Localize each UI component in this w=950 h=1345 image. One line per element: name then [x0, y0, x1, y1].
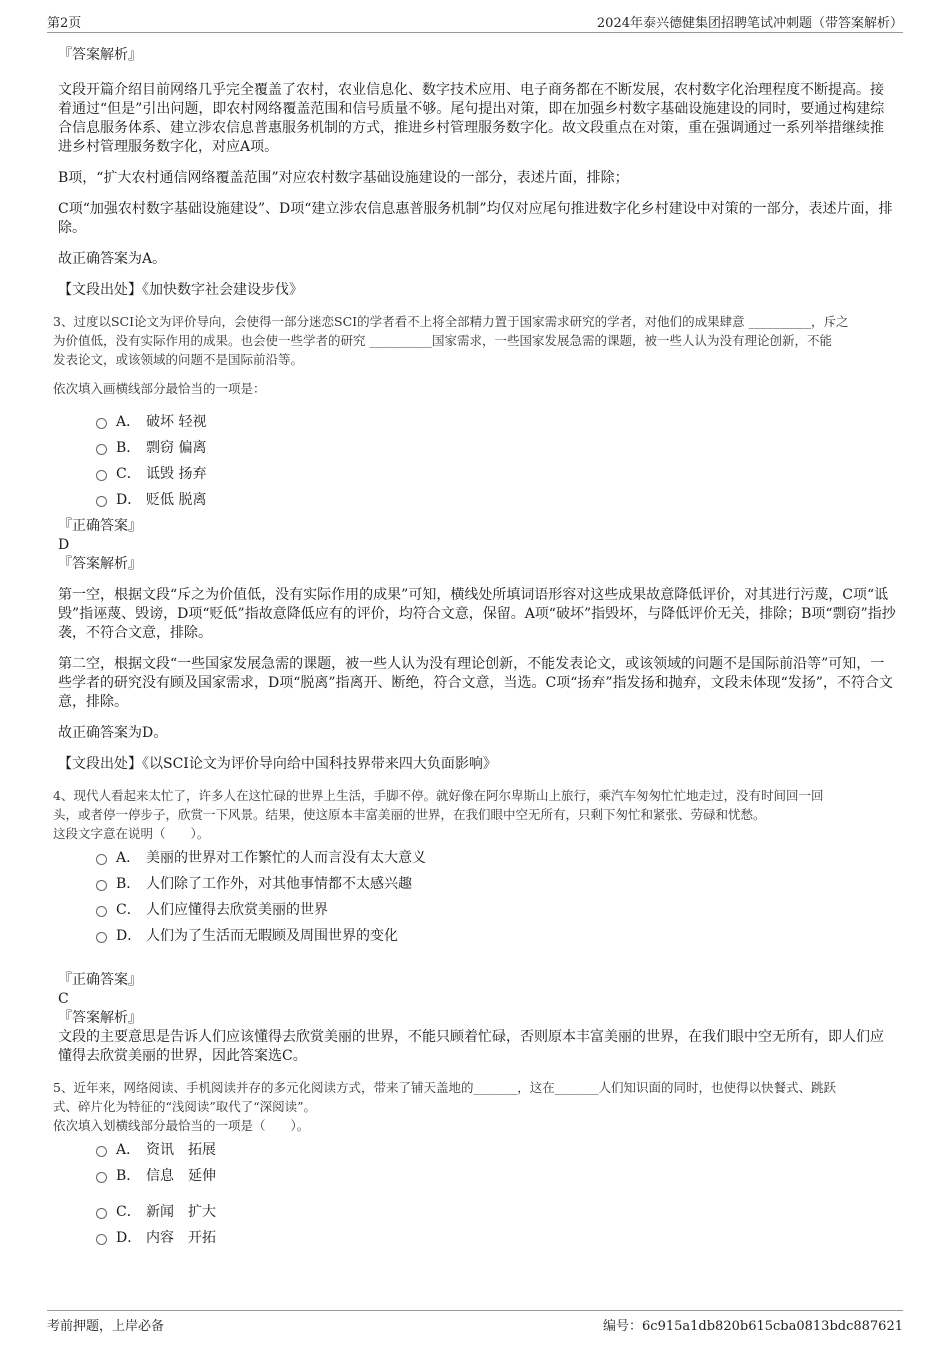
- page-footer: [47, 1310, 903, 1333]
- q5-option-b[interactable]: B． 信息 延伸: [56, 1163, 896, 1189]
- radio-icon[interactable]: [96, 444, 107, 455]
- q4-stem: [53, 786, 896, 843]
- q2-source: 【文段出处】《加快数字社会建设步伐》: [58, 282, 303, 298]
- q3-analysis-label: 『答案解析』: [58, 556, 142, 572]
- q4-option-a[interactable]: A． 美丽的世界对工作繁忙的人而言没有太大意义: [56, 845, 896, 871]
- q2-analysis-paragraph: B项，“扩大农村通信网络覆盖范围”对应农村数字基础设施建设的一部分，表述片面，排除；: [58, 170, 629, 186]
- q4-correct-answer: C: [58, 991, 69, 1007]
- page-content: [53, 42, 896, 1251]
- q3-source: 【文段出处】《以SCI论文为评价导向给中国科技界带来四大负面影响》: [58, 756, 497, 772]
- q2-analysis-paragraph: C项“加强农村数字基础设施建设”、D项“建立涉农信息惠普服务机制”均仅对应尾句推进数字化乡村建设中对策的一部分，表述片面，排除。: [58, 201, 893, 236]
- q3-stem-line: 为价值低，没有实际作用的成果。也会使一些学者的研究 __________国家需求，一些国家发展急需的课题，被一些人认为没有理论创新，不能: [53, 333, 832, 348]
- q4-analysis-paragraph: 文段的主要意思是告诉人们应该懂得去欣赏美丽的世界，不能只顾着忙碌，否则原本丰富美丽的世界，在我们眼中空无所有，即人们应懂得去欣赏美丽的世界，因此答案选C。: [58, 1029, 884, 1064]
- q4-options: [56, 845, 896, 949]
- q2-analysis-label: 『答案解析』: [58, 47, 142, 63]
- q5-stem: [53, 1078, 896, 1135]
- radio-icon[interactable]: [96, 854, 107, 865]
- q5-option-a[interactable]: A． 资讯 拓展: [56, 1137, 896, 1163]
- q5-option-d[interactable]: D． 内容 开拓: [56, 1225, 896, 1251]
- q5-option-c[interactable]: C． 新闻 扩大: [56, 1199, 896, 1225]
- q3-option-c[interactable]: C． 诋毁 扬弃: [56, 461, 896, 487]
- q3-correct-answer: D: [58, 537, 70, 553]
- radio-icon[interactable]: [96, 1172, 107, 1183]
- q5-stem-line: 5、近年来，网络阅读、手机阅读并存的多元化阅读方式，带来了铺天盖地的_______，这在_______人们知识面的同时，也使得以快餐式、跳跃: [53, 1080, 836, 1095]
- q4-option-c[interactable]: C． 人们应懂得去欣赏美丽的世界: [56, 897, 896, 923]
- q4-option-d[interactable]: D． 人们为了生活而无暇顾及周围世界的变化: [56, 923, 896, 949]
- page-header: [47, 10, 903, 33]
- q3-option-d[interactable]: D． 贬低 脱离: [56, 487, 896, 513]
- document-id: 编号：6c915a1db820b615cba0813bdc887621: [603, 1319, 903, 1334]
- q3-correct-label: 『正确答案』: [58, 518, 142, 534]
- radio-icon[interactable]: [96, 906, 107, 917]
- q3-analysis-paragraph: 第二空，根据文段“一些国家发展急需的课题，被一些人认为没有理论创新，不能发表论文，或该领域的问题不是国际前沿等”可知，一些学者的研究没有顾及国家需求，D项“脱离”指离开、断绝，符合文意，当选。C项“扬弃”指发扬和抛弃，文段未体现“发扬”，不符合文意，排除。: [58, 656, 893, 710]
- q3-option-b[interactable]: B． 剽窃 偏离: [56, 435, 896, 461]
- radio-icon[interactable]: [96, 418, 107, 429]
- radio-icon[interactable]: [96, 1234, 107, 1245]
- document-title: 2024年泰兴德健集团招聘笔试冲刺题（带答案解析）: [596, 16, 903, 31]
- radio-icon[interactable]: [96, 496, 107, 507]
- q2-final-answer: 故正确答案为A。: [58, 251, 167, 267]
- footer-slogan: 考前押题，上岸必备: [47, 1319, 165, 1334]
- q4-stem-line: 这段文字意在说明（ ）。: [53, 826, 210, 841]
- radio-icon[interactable]: [96, 880, 107, 891]
- radio-icon[interactable]: [96, 1146, 107, 1157]
- q3-analysis-paragraph: 第一空，根据文段“斥之为价值低，没有实际作用的成果”可知，横线处所填词语形容对这些成果故意降低评价，对其进行污蔑，C项“诋毁”指诬蔑、毁谤，D项“贬低”指故意降低应有的评价，均符合文意，保留。A项“破坏”指毁坏，与降低评价无关，排除；B项“剽窃”指抄袭，不符合文意，排除。: [58, 587, 896, 641]
- q5-options: [56, 1137, 896, 1251]
- radio-icon[interactable]: [96, 932, 107, 943]
- q4-stem-line: 头，或者停一停步子，欣赏一下风景。结果，使这原本丰富美丽的世界，在我们眼中空无所有，只剩下匆忙和紧张、劳碌和忧愁。: [53, 807, 766, 822]
- q4-stem-line: 4、现代人看起来太忙了，许多人在这忙碌的世界上生活，手脚不停。就好像在阿尔卑斯山上旅行，乘汽车匆匆忙忙地走过，没有时间回一回: [53, 788, 824, 803]
- q4-correct-label: 『正确答案』: [58, 972, 142, 988]
- q2-analysis-paragraph: 文段开篇介绍目前网络几乎完全覆盖了农村，农业信息化、数字技术应用、电子商务都在不断发展，农村数字化治理程度不断提高。接着通过“但是”引出问题，即农村网络覆盖范围和信号质量不够。尾句提出对策，即在加强乡村数字基础设施建设的同时，要通过构建综合信息服务体系、建立涉农信息普惠服务机制的方式，推进乡村管理服务数字化。故文段重点在对策，重在强调通过一系列举措继续推进乡村管理服务数字化，对应A项。: [58, 82, 885, 155]
- q3-stem: [53, 312, 896, 369]
- radio-icon[interactable]: [96, 1208, 107, 1219]
- radio-icon[interactable]: [96, 470, 107, 481]
- q3-options: [56, 409, 896, 513]
- q3-option-a[interactable]: A． 破坏 轻视: [56, 409, 896, 435]
- q4-option-b[interactable]: B． 人们除了工作外，对其他事情都不太感兴趣: [56, 871, 896, 897]
- page-number: 第2页: [47, 16, 82, 31]
- q5-stem-line: 依次填入划横线部分最恰当的一项是（ ）。: [53, 1118, 310, 1133]
- q3-stem-line: 发表论文，或该领域的问题不是国际前沿等。: [53, 352, 304, 367]
- q3-prompt: 依次填入画横线部分最恰当的一项是：: [53, 381, 266, 396]
- q3-final-answer: 故正确答案为D。: [58, 725, 168, 741]
- q4-analysis-label: 『答案解析』: [58, 1010, 142, 1026]
- q5-stem-line: 式、碎片化为特征的“浅阅读”取代了“深阅读”。: [53, 1099, 317, 1114]
- q3-stem-line: 3、过度以SCI论文为评价导向，会使得一部分迷恋SCI的学者看不上将全部精力置于国家需求研究的学者，对他们的成果肆意 __________，斥之: [53, 314, 849, 329]
